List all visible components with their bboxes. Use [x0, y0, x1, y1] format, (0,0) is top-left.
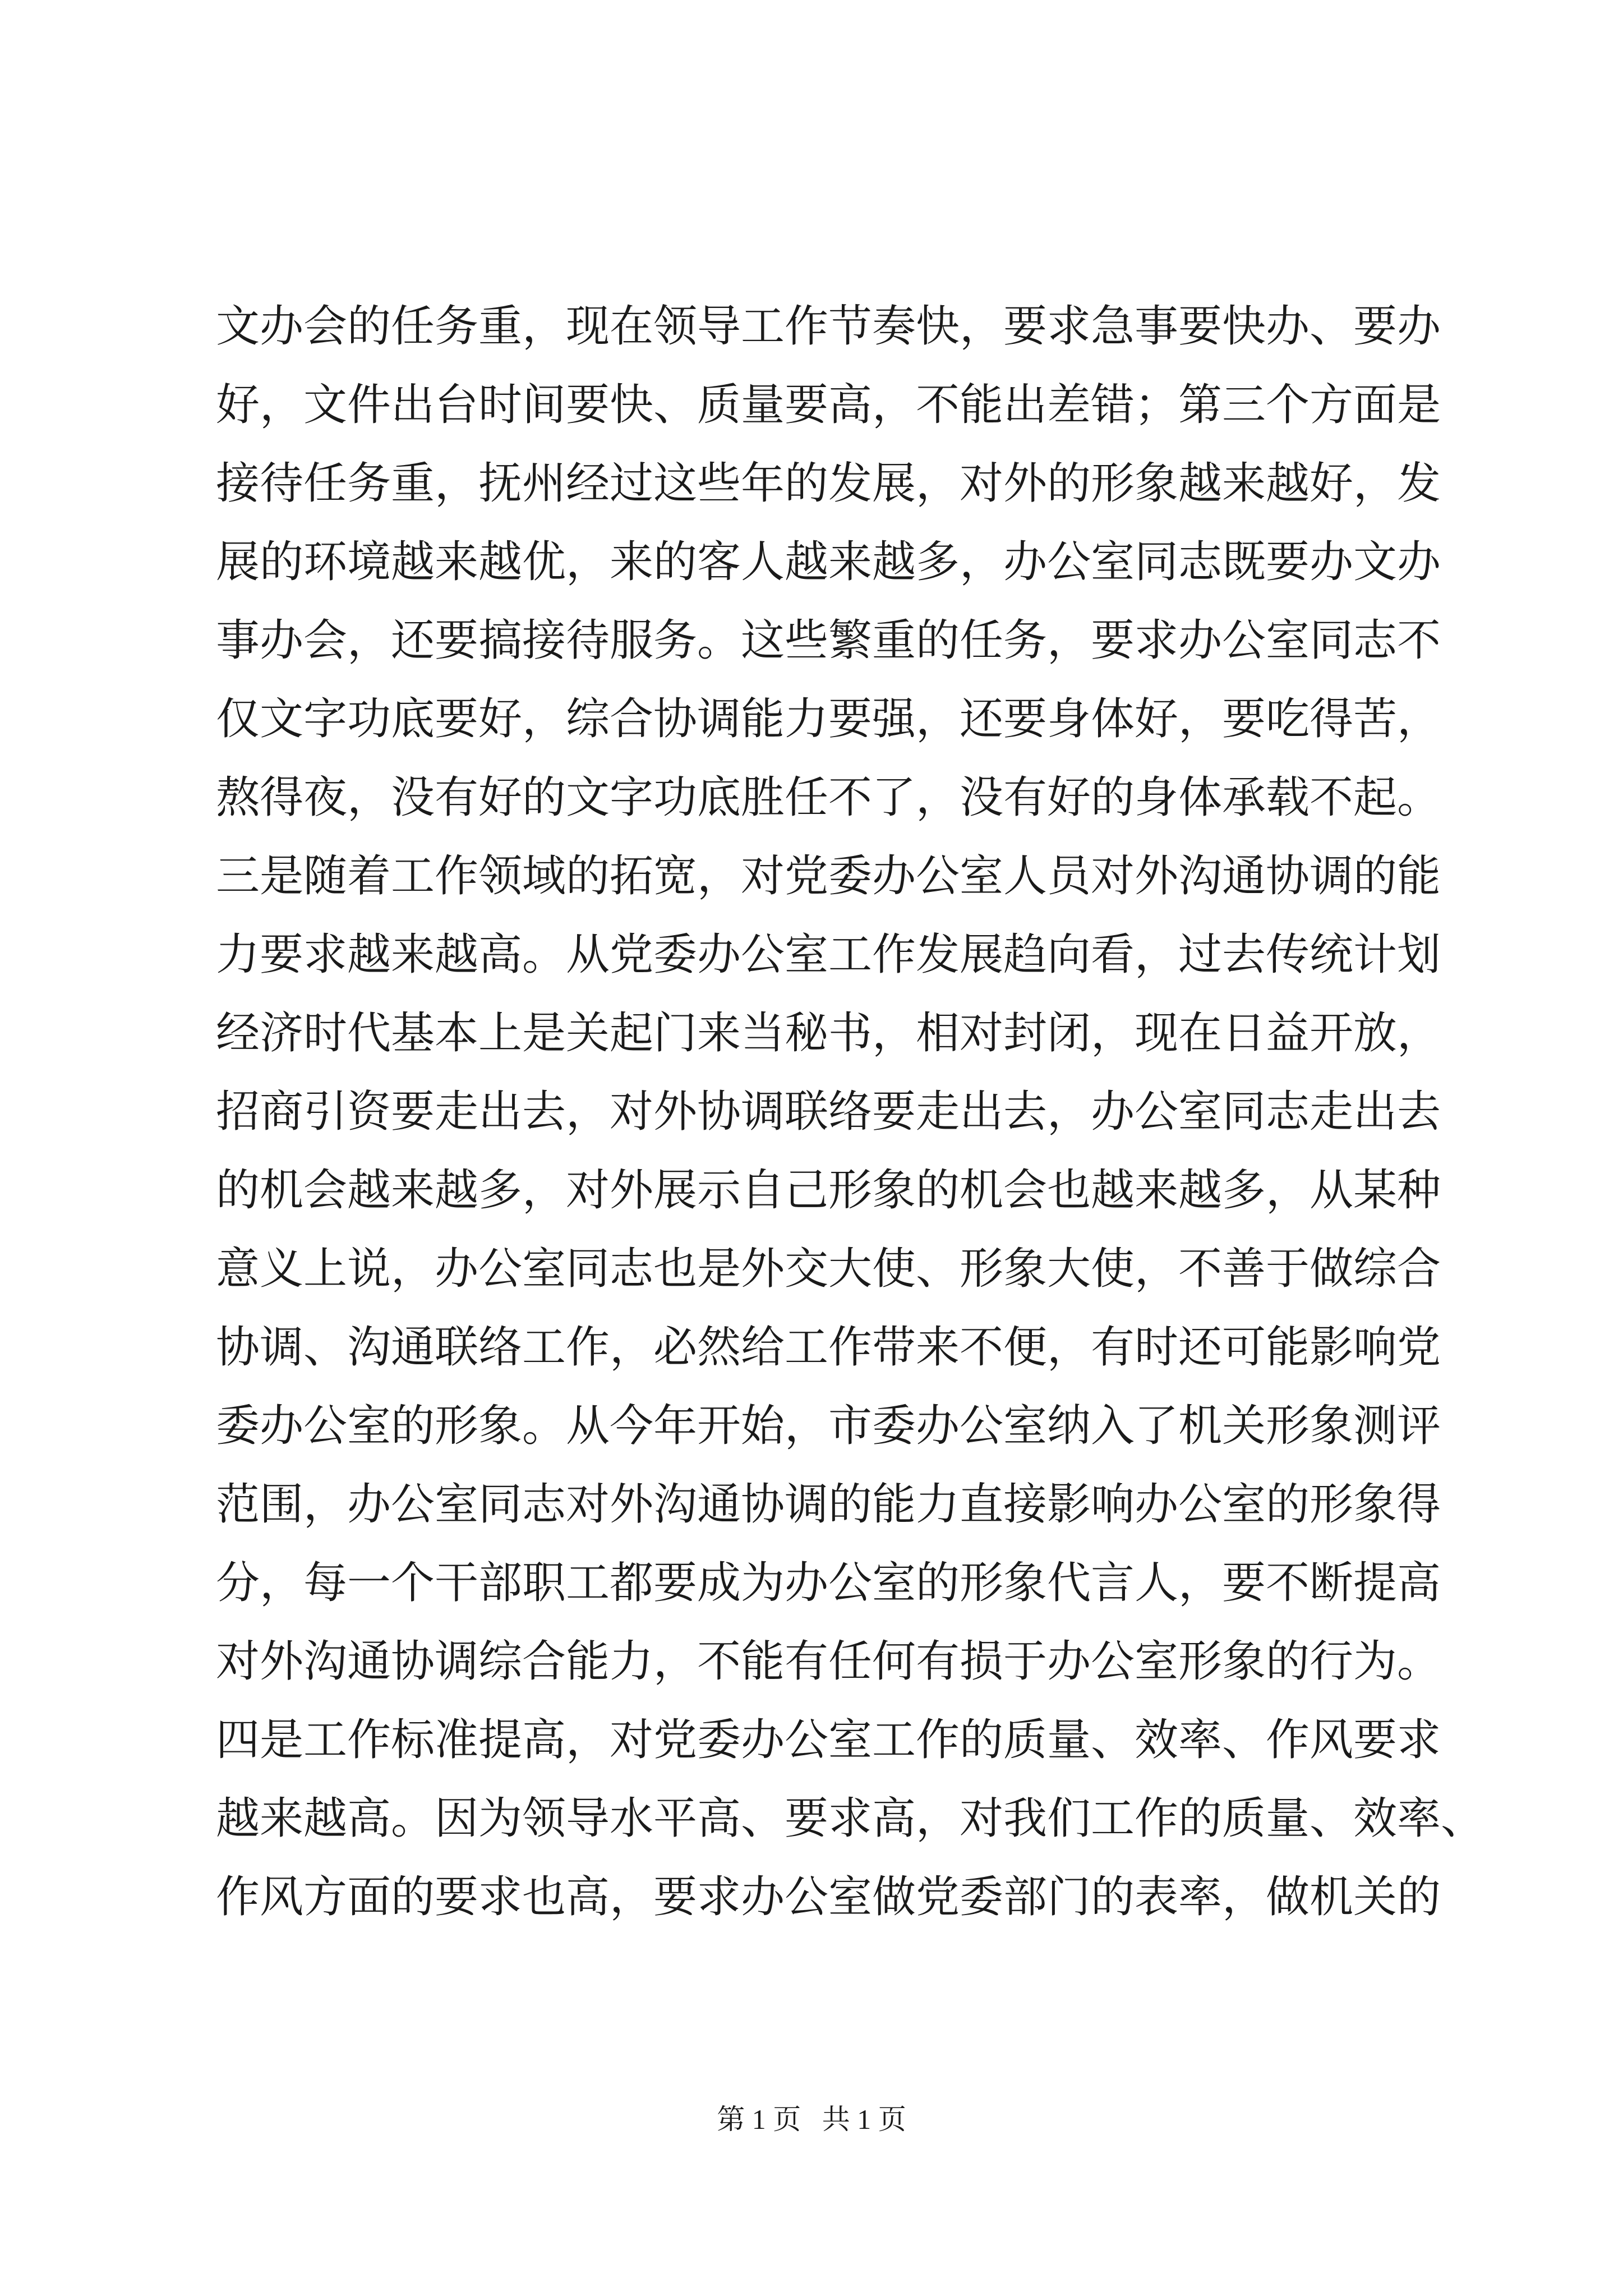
- text-line: 力要求越来越高。从党委办公室工作发展趋向看，过去传统计划: [216, 930, 1441, 980]
- text-line: 的机会越来越多，对外展示自己形象的机会也越来越多，从某种: [216, 1165, 1441, 1216]
- text-line: 协调、沟通联络工作，必然给工作带来不便，有时还可能影响党: [216, 1322, 1441, 1373]
- text-line: 经济时代基本上是关起门来当秘书，相对封闭，现在日益开放，: [216, 1008, 1441, 1059]
- page-separator: [808, 2104, 815, 2135]
- page-number: 第 1 页: [717, 2104, 801, 2135]
- text-line: 文办会的任务重，现在领导工作节奏快，要求急事要快办、要办: [216, 301, 1441, 352]
- text-line: 好，文件出台时间要快、质量要高，不能出差错；第三个方面是: [216, 380, 1441, 430]
- text-line: 越来越高。因为领导水平高、要求高，对我们工作的质量、效率、: [216, 1793, 1485, 1844]
- text-line: 事办会，还要搞接待服务。这些繁重的任务，要求办公室同志不: [216, 615, 1441, 666]
- text-line: 仅文字功底要好，综合协调能力要强，还要身体好，要吃得苦，: [216, 694, 1441, 744]
- text-line: 招商引资要走出去，对外协调联络要走出去，办公室同志走出去: [216, 1087, 1441, 1137]
- text-line: 接待任务重，抚州经过这些年的发展，对外的形象越来越好，发: [216, 458, 1441, 509]
- text-line: 分，每一个干部职工都要成为办公室的形象代言人，要不断提高: [216, 1558, 1441, 1608]
- text-line: 对外沟通协调综合能力，不能有任何有损于办公室形象的行为。: [216, 1636, 1441, 1687]
- text-line: 作风方面的要求也高，要求办公室做党委部门的表率，做机关的: [216, 1872, 1441, 1922]
- text-line: 三是随着工作领域的拓宽，对党委办公室人员对外沟通协调的能: [216, 851, 1441, 901]
- text-line: 熬得夜，没有好的文字功底胜任不了，没有好的身体承载不起。: [216, 772, 1441, 823]
- text-line: 四是工作标准提高，对党委办公室工作的质量、效率、作风要求: [216, 1715, 1441, 1765]
- text-line: 范围，办公室同志对外沟通协调的能力直接影响办公室的形象得: [216, 1479, 1441, 1530]
- page-footer: [0, 2102, 1623, 2136]
- text-line: 委办公室的形象。从今年开始，市委办公室纳入了机关形象测评: [216, 1401, 1441, 1451]
- text-line: 意义上说，办公室同志也是外交大使、形象大使，不善于做综合: [216, 1244, 1441, 1294]
- body-text: [216, 287, 1485, 1936]
- text-line: 展的环境越来越优，来的客人越来越多，办公室同志既要办文办: [216, 537, 1441, 587]
- page-total: 共 1 页: [822, 2104, 906, 2135]
